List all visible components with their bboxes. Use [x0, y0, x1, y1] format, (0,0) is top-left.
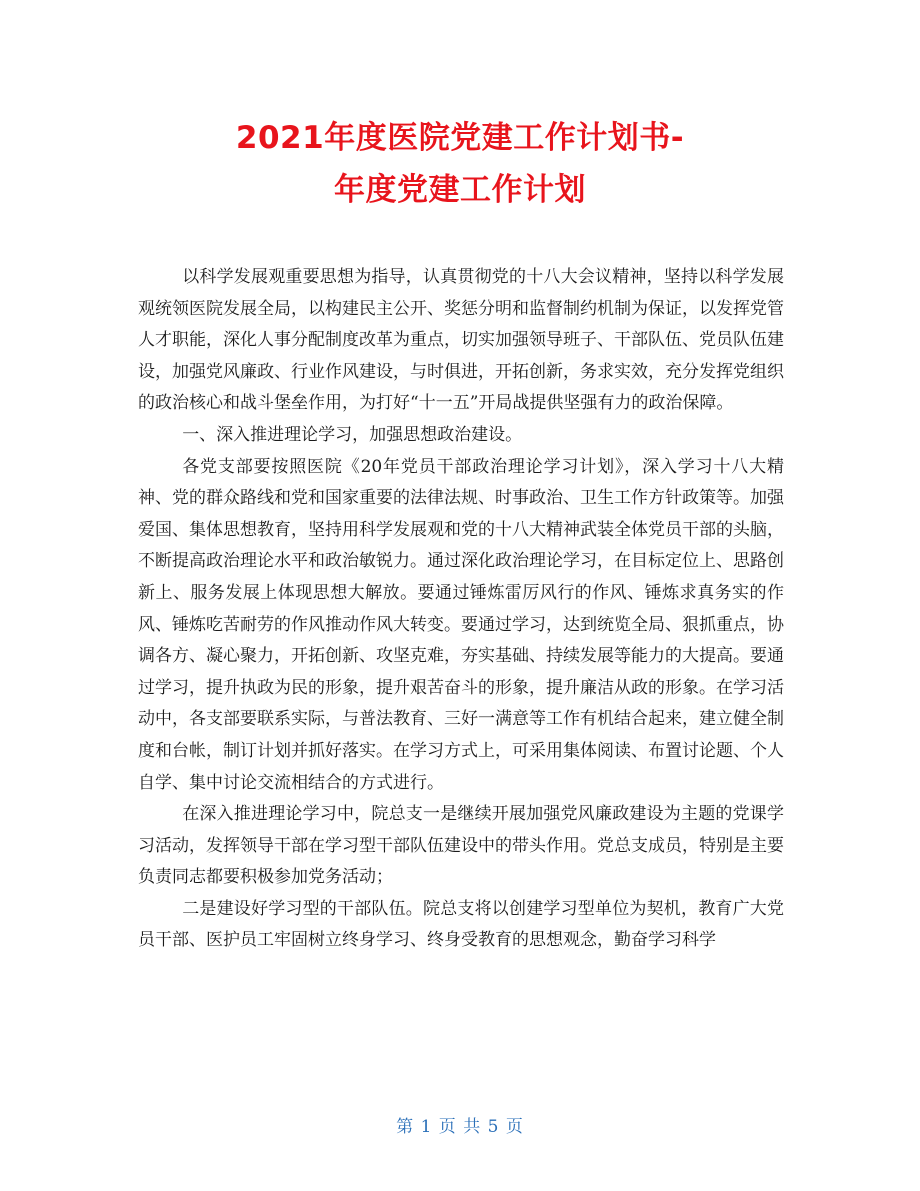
- document-body: [138, 262, 784, 957]
- title-line-1: 2021年度医院党建工作计划书-: [235, 120, 685, 156]
- paragraph-study-plan: 各党支部要按照医院《20年党员干部政治理论学习计划》，深入学习十八大精神、党的群众路线和党和国家重要的法律法规、时事政治、卫生工作方针政策等。加强爱国、集体思想教育，坚持用科学发展观和党的十八大精神武装全体党员干部的头脑，不断提高政治理论水平和政治敏锐力。通过深化政治理论学习，在目标定位上、思路创新上、服务发展上体现思想大解放。要通过锤炼雷厉风行的作风、锤炼求真务实的作风、锤炼吃苦耐劳的作风推动作风大转变。要通过学习，达到统览全局、狠抓重点，协调各方、凝心聚力，开拓创新、攻坚克难，夯实基础、持续发展等能力的大提高。要通过学习，提升执政为民的形象，提升艰苦奋斗的形象，提升廉洁从政的形象。在学习活动中，各支部要联系实际，与普法教育、三好一满意等工作有机结合起来，建立健全制度和台帐，制订计划并抓好落实。在学习方式上，可采用集体阅读、布置讨论题、个人自学、集中讨论交流相结合的方式进行。: [138, 456, 784, 793]
- paragraph-party-lectures: 在深入推进理论学习中，院总支一是继续开展加强党风廉政建设为主题的党课学习活动，发挥领导干部在学习型干部队伍建设中的带头作用。党总支成员，特别是主要负责同志都要积极参加党务活动；: [138, 804, 784, 888]
- page-number-footer: 第 1 页 共 5 页: [396, 1117, 524, 1137]
- document-title: [0, 112, 920, 216]
- paragraph-intro: 以科学发展观重要思想为指导，认真贯彻党的十八大会议精神，坚持以科学发展观统领医院发展全局，以构建民主公开、奖惩分明和监督制约机制为保证，以发挥党管人才职能，深化人事分配制度改革为重点，切实加强领导班子、干部队伍、党员队伍建设，加强党风廉政、行业作风建设，与时俱进，开拓创新，务求实效，充分发挥党组织的政治核心和战斗堡垒作用，为打好“十一五”开局战提供坚强有力的政治保障。: [138, 267, 784, 414]
- paragraph-cadre-team: 二是建设好学习型的干部队伍。院总支将以创建学习型单位为契机，教育广大党员干部、医护员工牢固树立终身学习、终身受教育的思想观念，勤奋学习科学: [138, 898, 784, 951]
- title-line-2: 年度党建工作计划: [334, 172, 586, 208]
- section-heading-1: 一、深入推进理论学习，加强思想政治建设。: [182, 424, 523, 445]
